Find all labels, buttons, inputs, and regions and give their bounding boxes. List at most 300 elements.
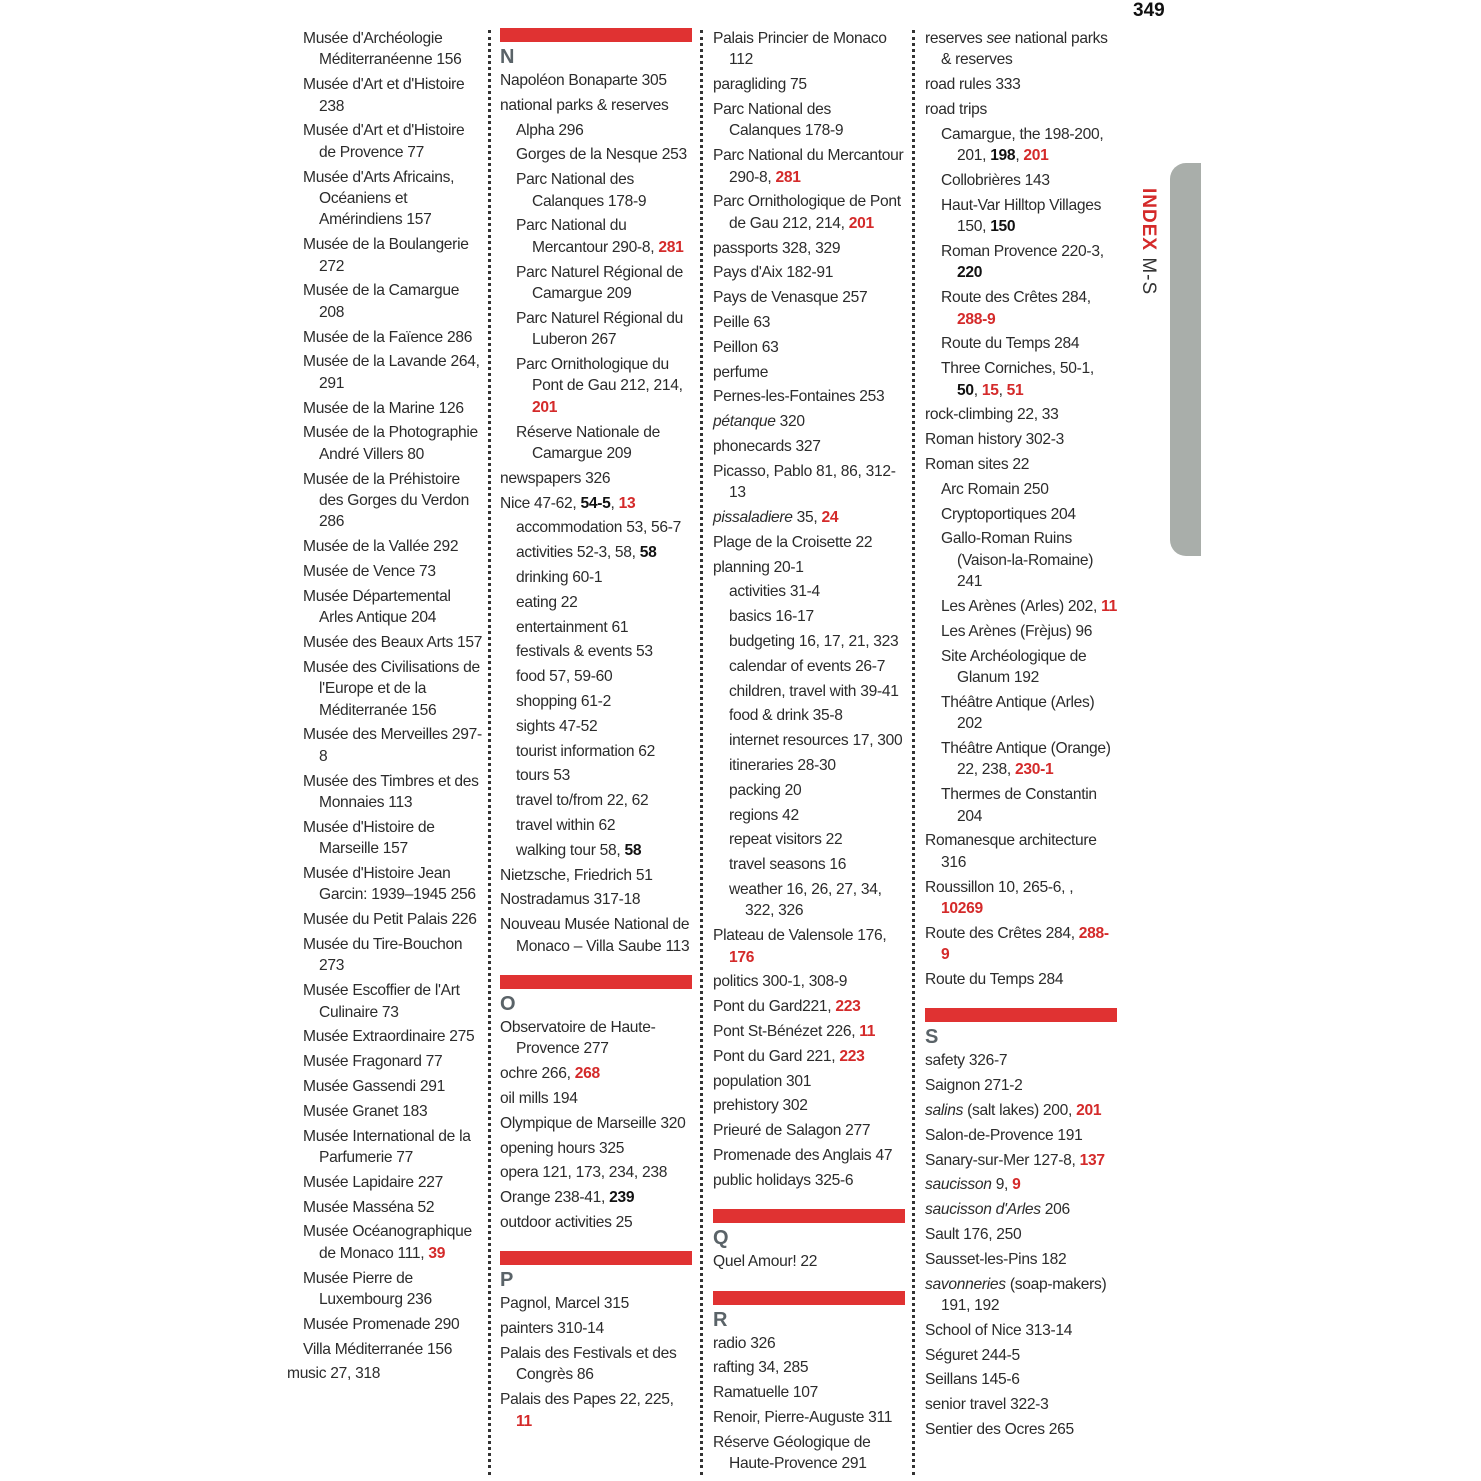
index-entry [303, 327, 485, 348]
index-subentry [941, 479, 1117, 500]
page-ref-bold: 150 [990, 218, 1016, 236]
index-entry [925, 1075, 1117, 1096]
entry-text: food & drink 35-8 [729, 707, 843, 725]
entry-text: travel seasons 16 [729, 856, 847, 874]
index-entry [303, 1126, 485, 1169]
entry-text: rafting 34, 285 [713, 1359, 809, 1377]
index-entry [500, 914, 692, 957]
entry-text: Palais Princier de Monaco 112 [713, 30, 887, 69]
entry-text: public holidays 325-6 [713, 1171, 854, 1189]
entry-text: perfume [713, 363, 769, 381]
index-entry [713, 1095, 905, 1116]
entry-text: ochre 266, [500, 1065, 575, 1083]
page-ref-map: 201 [1023, 147, 1049, 165]
section-divider-bar [500, 975, 692, 989]
index-subentry [941, 646, 1117, 689]
entry-text: Musée de la Faïence 286 [303, 328, 473, 346]
index-side-tab [1170, 163, 1201, 556]
entry-text: Musée Granet 183 [303, 1102, 428, 1120]
entry-text: Musée Fragonard 77 [303, 1053, 443, 1071]
page-ref-bold: 239 [609, 1189, 635, 1207]
entry-text: Musée des Beaux Arts 157 [303, 634, 483, 652]
page-ref-map: 176 [729, 948, 755, 966]
column-divider [912, 30, 915, 1475]
index-entry [500, 468, 692, 489]
index-subentry [516, 422, 692, 465]
entry-text: Roman history 302-3 [925, 431, 1065, 449]
index-entry [303, 771, 485, 814]
index-entry [303, 586, 485, 629]
entry-text: road rules 333 [925, 76, 1021, 94]
page-ref-map: 201 [848, 214, 874, 232]
entry-text: Parc Naturel Régional du Luberon 267 [516, 309, 684, 349]
entry-text: calendar of events 26-7 [729, 657, 886, 675]
index-entry [713, 1046, 905, 1067]
section-divider-bar [500, 28, 692, 42]
entry-text: Camargue, the 198-200, 201, [941, 125, 1104, 165]
index-entry [500, 1293, 692, 1314]
index-entry [500, 70, 692, 91]
separator: , [1015, 147, 1024, 165]
entry-text: Musée d'Art et d'Histoire 238 [303, 76, 465, 115]
page-ref-map: 15 [981, 381, 999, 399]
index-entry [303, 1172, 485, 1193]
entry-text: entertainment 61 [516, 618, 629, 636]
index-subentry [941, 596, 1117, 617]
entry-text: Musée Masséna 52 [303, 1198, 435, 1216]
index-entry [303, 280, 485, 323]
section-letter: Q [713, 1227, 729, 1250]
entry-text: Peillon 63 [713, 338, 779, 356]
entry-text: drinking 60-1 [516, 569, 603, 586]
entry-text: Site Archéologique de Glanum 192 [941, 647, 1087, 686]
entry-text: oil mills 194 [500, 1089, 578, 1107]
entry-text: Saignon 271-2 [925, 1077, 1023, 1095]
entry-text: Seillans 145-6 [925, 1371, 1020, 1389]
entry-text: Ramatuelle 107 [713, 1384, 819, 1402]
index-entry [713, 191, 905, 234]
index-entry [713, 411, 905, 432]
index-subentry [941, 333, 1117, 354]
page-ref-map: 39 [428, 1244, 446, 1262]
entry-text: national parks & reserves [941, 30, 1108, 69]
entry-text: Pont du Gard221, [713, 998, 836, 1016]
entry-text: Arc Romain 250 [941, 480, 1049, 498]
entry-text: Musée d'Histoire de Marseille 157 [303, 818, 435, 858]
index-subentry [729, 854, 905, 875]
index-entry [713, 996, 905, 1017]
index-entry [500, 1318, 692, 1339]
entry-text: Musée d'Archéologie Méditerranéenne 156 [303, 30, 462, 69]
page-ref-bold: 220 [957, 264, 983, 282]
entry-text: Théâtre Antique (Arles) 202 [941, 693, 1095, 733]
entry-text: Orange 238-41, [500, 1189, 610, 1207]
column-divider [700, 30, 703, 1475]
entry-text: Peille 63 [713, 314, 771, 331]
page-ref-bold: 50 [957, 381, 974, 399]
entry-text: Nietzsche, Friedrich 51 [500, 866, 653, 884]
entry-text: Musée Promenade 290 [303, 1315, 460, 1333]
entry-text: Musée de Vence 73 [303, 563, 436, 581]
index-entry [713, 532, 905, 553]
entry-text: Roman Provence 220-3, [941, 243, 1104, 260]
entry-text: basics 16-17 [729, 608, 814, 626]
index-entry [713, 1071, 905, 1092]
index-entry [303, 657, 485, 721]
index-entry [713, 362, 905, 383]
entry-text: budgeting 16, 17, 21, 323 [729, 632, 899, 650]
index-entry [500, 889, 692, 910]
index-entry [303, 1076, 485, 1097]
entry-italic-text: pétanque [713, 413, 776, 431]
index-entry [303, 1026, 485, 1047]
index-entry [303, 909, 485, 930]
entry-text: Olympique de Marseille 320 [500, 1114, 686, 1132]
entry-text: Sentier des Ocres 265 [925, 1420, 1074, 1438]
index-entry [303, 1051, 485, 1072]
index-entry [925, 1224, 1117, 1245]
index-subentry [516, 741, 692, 762]
index-subentry [729, 829, 905, 850]
index-subentry [729, 606, 905, 627]
index-subentry [729, 755, 905, 776]
index-subentry [516, 215, 692, 258]
entry-text: Gallo-Roman Ruins (Vaison-la-Romaine) 241 [941, 530, 1094, 591]
entry-text: Parc National du Mercantour 290-8, [516, 217, 659, 256]
index-entry [713, 238, 905, 259]
entry-text: Pays de Venasque 257 [713, 289, 868, 307]
entry-text: Musée du Tire-Bouchon 273 [303, 936, 463, 975]
index-entry [500, 1138, 692, 1159]
entry-text: 35, [792, 508, 822, 526]
page-ref-map: 137 [1079, 1151, 1105, 1169]
entry-text: Napoléon Bonaparte 305 [500, 72, 667, 89]
index-entry [500, 1343, 692, 1386]
entry-text: travel to/from 22, 62 [516, 792, 649, 810]
index-entry [303, 817, 485, 860]
entry-text: 320 [775, 413, 805, 431]
index-entry [713, 262, 905, 283]
entry-text: outdoor activities 25 [500, 1213, 633, 1231]
index-subentry [729, 730, 905, 751]
entry-text: Picasso, Pablo 81, 86, 312-13 [713, 462, 896, 502]
entry-text: eating 22 [516, 593, 578, 611]
index-subentry [516, 567, 692, 588]
index-tab-label [1137, 188, 1159, 295]
page-ref-bold: 54-5 [580, 494, 611, 512]
index-entry [303, 934, 485, 977]
index-subentry [941, 784, 1117, 827]
page-ref-bold: 198 [990, 147, 1016, 165]
entry-text: (soap-makers) 191, 192 [941, 1275, 1107, 1314]
index-entry [303, 1339, 485, 1360]
entry-text: activities 31-4 [729, 583, 820, 601]
index-entry [713, 557, 905, 578]
entry-text: walking tour 58, [516, 841, 625, 859]
entry-text: packing 20 [729, 781, 802, 799]
entry-text: accommodation 53, 56-7 [516, 519, 682, 537]
index-entry [713, 99, 905, 142]
entry-text: Route des Crêtes 284, [925, 924, 1079, 942]
index-entry [925, 1150, 1117, 1171]
entry-text: Pays d'Aix 182-91 [713, 264, 834, 282]
entry-text: Plateau de Valensole 176, [713, 927, 887, 945]
entry-text: national parks & reserves [500, 96, 669, 114]
entry-italic-text: salins [925, 1102, 964, 1120]
index-subentry [516, 790, 692, 811]
entry-text: Roussillon 10, 265-6, [925, 878, 1070, 896]
entry-text: Musée de la Vallée 292 [303, 538, 459, 556]
index-entry [303, 724, 485, 767]
entry-text: Parc Ornithologique du Pont de Gau 212, 214, [516, 356, 683, 395]
entry-text: politics 300-1, 308-9 [713, 973, 848, 991]
index-entry [925, 74, 1117, 95]
page-ref-map: 201 [1076, 1102, 1102, 1120]
page-ref-map: 11 [1101, 598, 1117, 615]
index-entry [713, 337, 905, 358]
entry-italic-text: pissaladiere [713, 508, 793, 526]
index-entry [303, 632, 485, 653]
index-entry [713, 1382, 905, 1403]
entry-text: shopping 61-2 [516, 692, 611, 710]
entry-text: Nouveau Musée National de Monaco – Villa Saube 113 [500, 916, 690, 955]
entry-text: Parc National du Mercantour 290-8, [713, 147, 904, 186]
entry-text: tours 53 [516, 767, 570, 785]
entry-text: travel within 62 [516, 816, 616, 834]
index-entry [303, 234, 485, 277]
index-entry [713, 1021, 905, 1042]
index-subentry [941, 621, 1117, 642]
index-entry [713, 287, 905, 308]
page-ref-bold: 58 [624, 841, 642, 859]
entry-text: Musée des Civilisations de l'Europe et de la Méditerranée 156 [303, 658, 480, 719]
index-subentry [941, 528, 1117, 592]
page-ref-map: 269 [957, 900, 983, 918]
page-ref-map: 288-9 [941, 924, 1109, 964]
entry-text: Renoir, Pierre-Auguste 311 [713, 1408, 893, 1426]
section-letter: R [713, 1308, 728, 1331]
entry-text: paragliding 75 [713, 76, 807, 94]
index-entry [303, 863, 485, 906]
entry-text: Musée Pierre de Luxembourg 236 [303, 1269, 432, 1309]
index-entry [713, 461, 905, 504]
page-ref-map: 10 [941, 900, 958, 918]
index-entry [925, 1274, 1117, 1317]
index-entry [713, 28, 905, 71]
page-ref-map: 11 [859, 1022, 876, 1040]
index-entry [713, 74, 905, 95]
entry-text: Musée d'Art et d'Histoire de Provence 77 [303, 122, 465, 161]
index-column-1 [287, 28, 485, 1388]
entry-text: Gorges de la Nesque 253 [516, 146, 687, 164]
index-subentry [941, 195, 1117, 238]
entry-text: Parc Ornithologique de Pont de Gau 212, 214, [713, 193, 901, 232]
separator: , [973, 381, 982, 399]
entry-text: Romanesque architecture 316 [925, 832, 1097, 871]
index-subentry [516, 840, 692, 861]
index-entry [925, 404, 1117, 425]
entry-text: Séguret 244-5 [925, 1346, 1020, 1364]
index-subentry [941, 692, 1117, 735]
index-entry [303, 536, 485, 557]
index-entry [500, 1212, 692, 1233]
index-entry [713, 925, 905, 968]
entry-text: Sanary-sur-Mer 127-8, [925, 1151, 1080, 1169]
entry-text: planning 20-1 [713, 558, 804, 576]
index-subentry [516, 517, 692, 538]
index-subentry [729, 581, 905, 602]
entry-text: opera 121, 173, 234, 238 [500, 1164, 668, 1182]
index-column-3 [713, 28, 905, 1478]
entry-text: Salon-de-Provence 191 [925, 1126, 1083, 1144]
index-entry [303, 561, 485, 582]
entry-text: Musée de la Photographie André Villers 80 [303, 424, 478, 463]
index-column-4 [925, 28, 1117, 1444]
entry-text: radio 326 [713, 1334, 776, 1352]
entry-text: Musée des Timbres et des Monnaies 113 [303, 772, 479, 812]
entry-text: Réserve Géologique de Haute-Provence 291 [713, 1433, 871, 1473]
index-subentry [729, 631, 905, 652]
entry-text: Pernes-les-Fontaines 253 [713, 388, 885, 406]
page-ref-map: 223 [835, 998, 861, 1016]
entry-text: Pont St-Bénézet 226, [713, 1022, 860, 1040]
entry-italic-text: saucisson [925, 1176, 992, 1194]
index-subentry [516, 641, 692, 662]
entry-text: Palais des Festivals et des Congrès 86 [500, 1344, 677, 1384]
entry-text: Collobrières 143 [941, 172, 1050, 189]
column-divider [488, 30, 491, 1475]
entry-text: Musée de la Préhistoire des Gorges du Verdon 286 [303, 470, 470, 531]
entry-text: Parc National des Calanques 178-9 [713, 101, 844, 140]
index-entry [500, 1389, 692, 1432]
index-entry [925, 1050, 1117, 1071]
entry-italic-text: saucisson d'Arles [925, 1201, 1041, 1219]
index-entry [925, 877, 1117, 920]
index-entry [303, 1101, 485, 1122]
entry-text: Pont du Gard 221, [713, 1047, 840, 1065]
index-subentry [729, 879, 905, 922]
index-entry [925, 1100, 1117, 1121]
entry-text: rock-climbing 22, 33 [925, 406, 1059, 424]
index-subentry [941, 124, 1117, 167]
index-tab-range: M-S [1138, 257, 1159, 296]
entry-text: Musée d'Arts Africains, Océaniens et Amérindiens 157 [303, 168, 455, 229]
entry-text: Plage de la Croisette 22 [713, 533, 873, 551]
page-ref-map: 11 [516, 1412, 532, 1430]
index-subentry [516, 666, 692, 687]
entry-text: Nostradamus 317-18 [500, 891, 641, 909]
index-subentry [516, 716, 692, 737]
section-divider-bar [925, 1008, 1117, 1022]
index-entry [500, 1063, 692, 1084]
entry-text: weather 16, 26, 27, 34, 322, 326 [729, 880, 882, 920]
index-entry [303, 28, 485, 71]
entry-text: 206 [1040, 1201, 1070, 1219]
index-entry [303, 351, 485, 394]
section-divider-bar [500, 1251, 692, 1265]
index-entry [925, 1345, 1117, 1366]
index-entry [500, 1088, 692, 1109]
index-entry [713, 1432, 905, 1475]
entry-text: itineraries 28-30 [729, 756, 836, 774]
index-entry [925, 1419, 1117, 1440]
entry-text: painters 310-14 [500, 1320, 604, 1338]
index-entry [500, 1187, 692, 1208]
index-entry [303, 1197, 485, 1218]
index-entry [303, 398, 485, 419]
entry-text: repeat visitors 22 [729, 831, 843, 849]
entry-text: Musée de la Lavande 264, 291 [303, 353, 480, 392]
index-entry [287, 1363, 485, 1384]
entry-text: regions 42 [729, 806, 799, 824]
index-entry [713, 1170, 905, 1191]
entry-text: School of Nice 313-14 [925, 1321, 1073, 1339]
entry-text: Parc National des Calanques 178-9 [516, 171, 647, 210]
entry-text: Musée Gassendi 291 [303, 1078, 445, 1096]
index-entry [713, 507, 905, 528]
page-ref-map: 268 [574, 1065, 600, 1083]
section-divider-bar [713, 1291, 905, 1305]
entry-text: population 301 [713, 1072, 812, 1090]
entry-text: Réserve Nationale de Camargue 209 [516, 423, 660, 463]
index-subentry [941, 504, 1117, 525]
index-entry [925, 1369, 1117, 1390]
index-entry [500, 1017, 692, 1060]
entry-text: Les Arènes (Frèjus) 96 [941, 622, 1093, 640]
index-subentry [941, 358, 1117, 401]
section-letter: P [500, 1269, 514, 1292]
entry-text: Musée de la Boulangerie 272 [303, 236, 469, 275]
index-subentry [516, 120, 692, 141]
index-entry [925, 454, 1117, 475]
entry-text: 9, [991, 1176, 1013, 1194]
section-letter: S [925, 1026, 939, 1049]
index-entry [713, 1357, 905, 1378]
entry-text: music 27, 318 [287, 1365, 381, 1383]
page-ref-map: 24 [821, 508, 839, 526]
page-ref-map: 51 [1006, 381, 1024, 399]
index-subentry [941, 241, 1117, 284]
index-entry [500, 493, 692, 514]
entry-text: Musée International de la Parfumerie 77 [303, 1127, 471, 1167]
index-subentry [729, 705, 905, 726]
entry-text: Musée Départemental Arles Antique 204 [303, 587, 451, 627]
index-entry [713, 1251, 905, 1272]
entry-text: Promenade des Anglais 47 [713, 1146, 893, 1164]
index-entry [303, 1221, 485, 1264]
entry-text: Musée de la Marine 126 [303, 399, 464, 417]
entry-text: Villa Méditerranée 156 [303, 1340, 453, 1358]
index-entry [925, 99, 1117, 120]
index-entry [303, 1314, 485, 1335]
index-entry [713, 436, 905, 457]
entry-text: Quel Amour! 22 [713, 1253, 818, 1271]
index-entry [713, 1120, 905, 1141]
entry-text: Parc Naturel Régional de Camargue 209 [516, 263, 684, 302]
index-entry [925, 969, 1117, 990]
separator: , [610, 494, 619, 512]
entry-text: Musée du Petit Palais 226 [303, 911, 477, 929]
page-ref-map: 9 [1012, 1176, 1021, 1194]
entry-text: activities 52-3, 58, [516, 544, 640, 562]
section-divider-bar [713, 1209, 905, 1223]
entry-text: Musée Escoffier de l'Art Culinaire 73 [303, 982, 460, 1021]
index-entry [925, 1174, 1117, 1195]
page-ref-map: 281 [775, 168, 801, 186]
entry-text: food 57, 59-60 [516, 668, 613, 686]
entry-text: internet resources 17, 300 [729, 732, 903, 750]
index-subentry [516, 144, 692, 165]
